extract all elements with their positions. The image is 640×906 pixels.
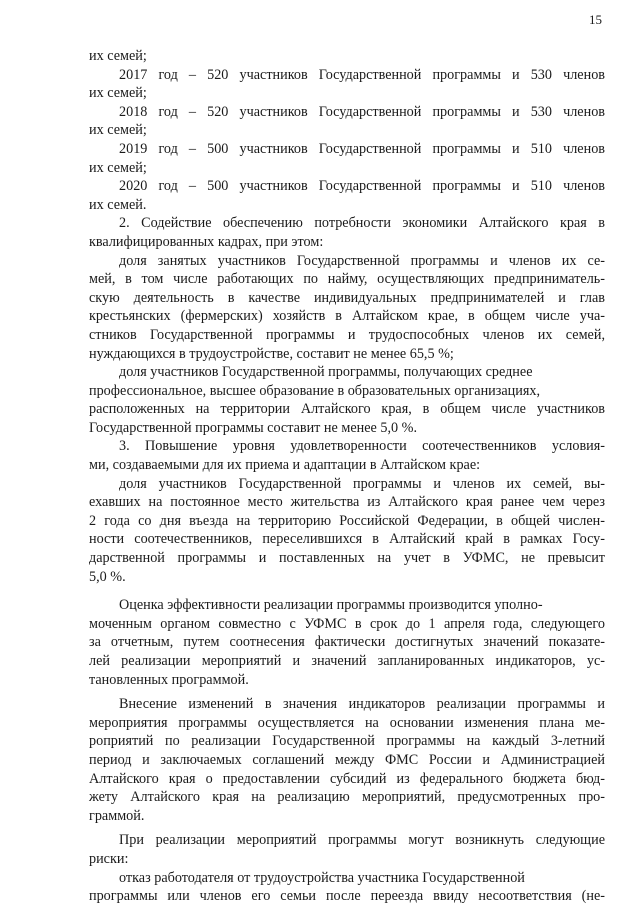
text-line: за отчетным, путем соотнесения фактически достигнутых значений показате- bbox=[89, 634, 605, 651]
text-line: риски: bbox=[89, 850, 129, 867]
document-body bbox=[89, 47, 605, 906]
text-line: дарственной программы и поставленных на учет в УФМС, не превысит bbox=[89, 550, 605, 567]
text-line: расположенных на территории Алтайского края, в общем числе участников bbox=[89, 401, 605, 418]
text-line: 2 года со дня въезда на территорию Российской Федерации, в общей числен- bbox=[89, 512, 605, 529]
text-line: 2017 год – 520 участников Государственной программы и 530 членов bbox=[119, 66, 605, 83]
text-line: 2019 год – 500 участников Государственной программы и 510 членов bbox=[119, 140, 605, 157]
text-line: При реализации мероприятий программы могут возникнуть следующие bbox=[119, 832, 605, 849]
text-line: моченным органом совместно с УФМС в срок до 1 апреля года, следующего bbox=[89, 615, 605, 632]
text-line: 5,0 %. bbox=[89, 568, 126, 585]
text-line: Внесение изменений в значения индикаторов реализации программы и bbox=[119, 696, 605, 713]
text-line: мей, в том числе работающих по найму, осуществляющих предприниматель- bbox=[89, 271, 605, 288]
text-line: скую деятельность в качестве индивидуальных предпринимателей и глав bbox=[89, 289, 605, 306]
text-line: доля занятых участников Государственной программы и членов их се- bbox=[119, 252, 605, 269]
text-line: их семей. bbox=[89, 196, 147, 213]
text-line: крестьянских (фермерских) хозяйств в Алтайском крае, в общем числе уча- bbox=[89, 308, 605, 325]
text-line: доля участников Государственной программы и членов их семей, вы- bbox=[119, 475, 605, 492]
text-line: 3. Повышение уровня удовлетворенности соотечественников условия- bbox=[119, 438, 605, 455]
text-line: 2. Содействие обеспечению потребности экономики Алтайского края в bbox=[119, 215, 605, 232]
text-line: ехавших на постоянное место жительства из Алтайского края ранее чем через bbox=[89, 494, 605, 511]
paragraph-gap bbox=[89, 586, 605, 596]
text-line: период и заключаемых соглашений между ФМС России и Администрацией bbox=[89, 751, 605, 768]
text-line: Алтайского края о предоставлении субсидий из федерального бюджета бюд- bbox=[89, 770, 605, 787]
text-line: лей реализации мероприятий и значений запланированных индикаторов, ус- bbox=[89, 653, 605, 669]
text-line: нуждающихся в трудоустройстве, составит не менее 65,5 %; bbox=[89, 345, 454, 362]
text-line: Государственной программы составит не менее 5,0 %. bbox=[89, 419, 418, 436]
text-line: жету Алтайского края на реализацию мероприятий, предусмотренных про- bbox=[89, 789, 605, 806]
text-line: 2020 год – 500 участников Государственной программы и 510 членов bbox=[119, 178, 605, 195]
text-line: ности соотечественников, переселившихся в Алтайский край в рамках Госу- bbox=[89, 531, 605, 548]
page-number: 15 bbox=[589, 12, 602, 27]
text-line: Оценка эффективности реализации программы производится уполно- bbox=[119, 597, 543, 614]
text-line: программы или членов его семьи после переезда ввиду несоответствия (не- bbox=[89, 888, 605, 905]
text-line: их семей; bbox=[89, 85, 147, 102]
text-line: профессиональное, высшее образование в образовательных организациях, bbox=[89, 382, 541, 399]
text-line: их семей; bbox=[89, 159, 147, 176]
text-line: их семей; bbox=[89, 48, 147, 64]
text-line: стников Государственной программы и трудоспособных членов их семей, bbox=[89, 326, 605, 343]
text-line: граммой. bbox=[89, 807, 145, 824]
text-line: доля участников Государственной программы, получающих среднее bbox=[119, 364, 533, 381]
text-line: тановленных программой. bbox=[89, 671, 249, 688]
text-line: роприятий по реализации Государственной программы на каждый 3-летний bbox=[89, 733, 605, 750]
text-line: отказ работодателя от трудоустройства участника Государственной bbox=[119, 869, 525, 886]
text-line: квалифицированных кадрах, при этом: bbox=[89, 233, 324, 250]
text-line: ми, создаваемыми для их приема и адаптации в Алтайском крае: bbox=[89, 457, 481, 474]
text-line: мероприятия программы осуществляется на основании изменения плана ме- bbox=[89, 714, 605, 731]
text-line: 2018 год – 520 участников Государственной программы и 530 членов bbox=[119, 103, 605, 120]
text-line: их семей; bbox=[89, 122, 147, 139]
